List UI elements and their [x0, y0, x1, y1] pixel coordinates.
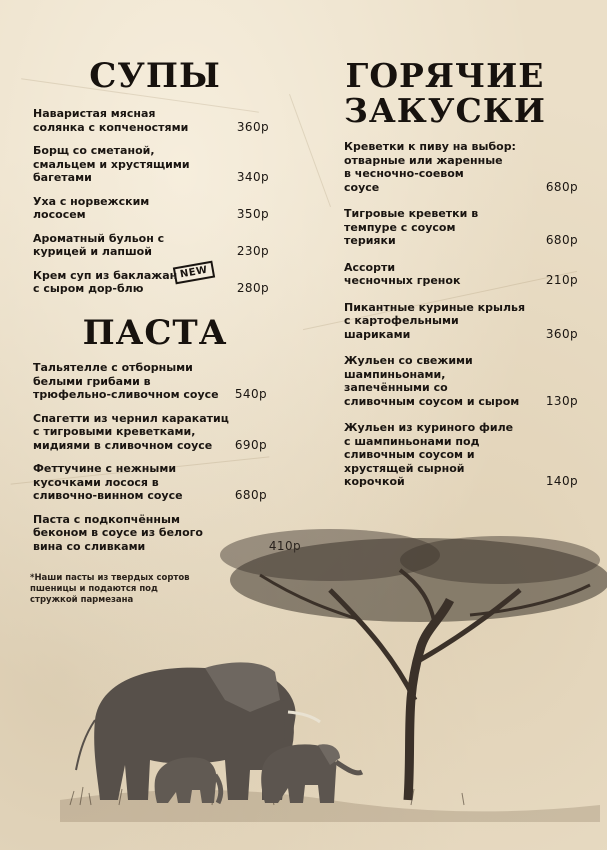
menu-item-name: Жульен со свежими шампиньонами, запечёнными со сливочным соусом и сыром	[344, 354, 520, 408]
menu-item-name: Тальятелле с отборными белыми грибами в трюфельно-сливочном соусе	[33, 361, 219, 401]
menu-item-name: Пикантные куриные крылья с картофельными шариками	[344, 300, 526, 341]
menu-item-price: 680р	[234, 488, 267, 502]
pasta-note: *Наши пасты из твердых сортов пшеницы и подаются под стружкой пармезана	[30, 573, 190, 605]
section-title-pasta: ПАСТА	[82, 313, 228, 353]
menu-item-name: Феттучине с нежными кусочками лосося в сливочно-винном соусе	[33, 462, 183, 502]
menu-item-price: 680р	[545, 233, 578, 247]
menu-item-price: 130р	[545, 393, 578, 408]
menu-item-price: 340р	[236, 170, 269, 184]
elephant-icon	[155, 757, 221, 803]
elephant-icon	[261, 744, 362, 803]
menu-item-name: Спагетти из чернил каракатиц с тигровыми креветками, мидиями в сливочном соусе	[33, 411, 229, 452]
menu-item-price: 360р	[545, 326, 578, 341]
menu-item-price: 680р	[545, 179, 578, 194]
menu-item-name: Крем суп из баклажан с сыром дор-блю	[33, 268, 178, 295]
menu-item-price: 280р	[236, 281, 269, 295]
menu-item-name: Ассорти чесночных гренок	[344, 260, 461, 287]
menu-item-name: Наваристая мясная солянка с копченостями	[33, 107, 189, 134]
menu-item-price: 360р	[236, 119, 269, 134]
menu-item-name: Паста с подкопчённым беконом в соусе из белого вина со сливками	[33, 512, 203, 553]
menu-item-name: Борщ со сметаной, смальцем и хрустящими багетами	[33, 144, 190, 184]
menu-item-price: 540р	[234, 387, 267, 401]
menu-item-price: 230р	[236, 244, 269, 258]
menu-item-price: 210р	[545, 273, 578, 287]
menu-item-name: Уха с норвежским лососем	[33, 194, 150, 221]
menu-item-name: Тигровые креветки в темпуре с соусом терияки	[344, 207, 479, 247]
section-title-hot-snacks: ГОРЯЧИЕ ЗАКУСКИ	[344, 56, 546, 130]
menu-item-price: 350р	[236, 207, 269, 221]
menu-item-name: Ароматный бульон с курицей и лапшой	[33, 231, 165, 258]
menu-item-price: 140р	[545, 474, 578, 488]
new-badge: NEW	[173, 261, 215, 285]
section-title-soups: СУПЫ	[89, 56, 221, 96]
menu-item-price: 690р	[234, 437, 267, 452]
menu-item-name: Жульен из куриного филе с шампиньонами под сливочным соусом и хрустящей сырной корочкой	[344, 421, 514, 488]
menu-item-name: Креветки к пиву на выбор: отварные или жаренные в чесночно-соевом соусе	[344, 140, 516, 194]
